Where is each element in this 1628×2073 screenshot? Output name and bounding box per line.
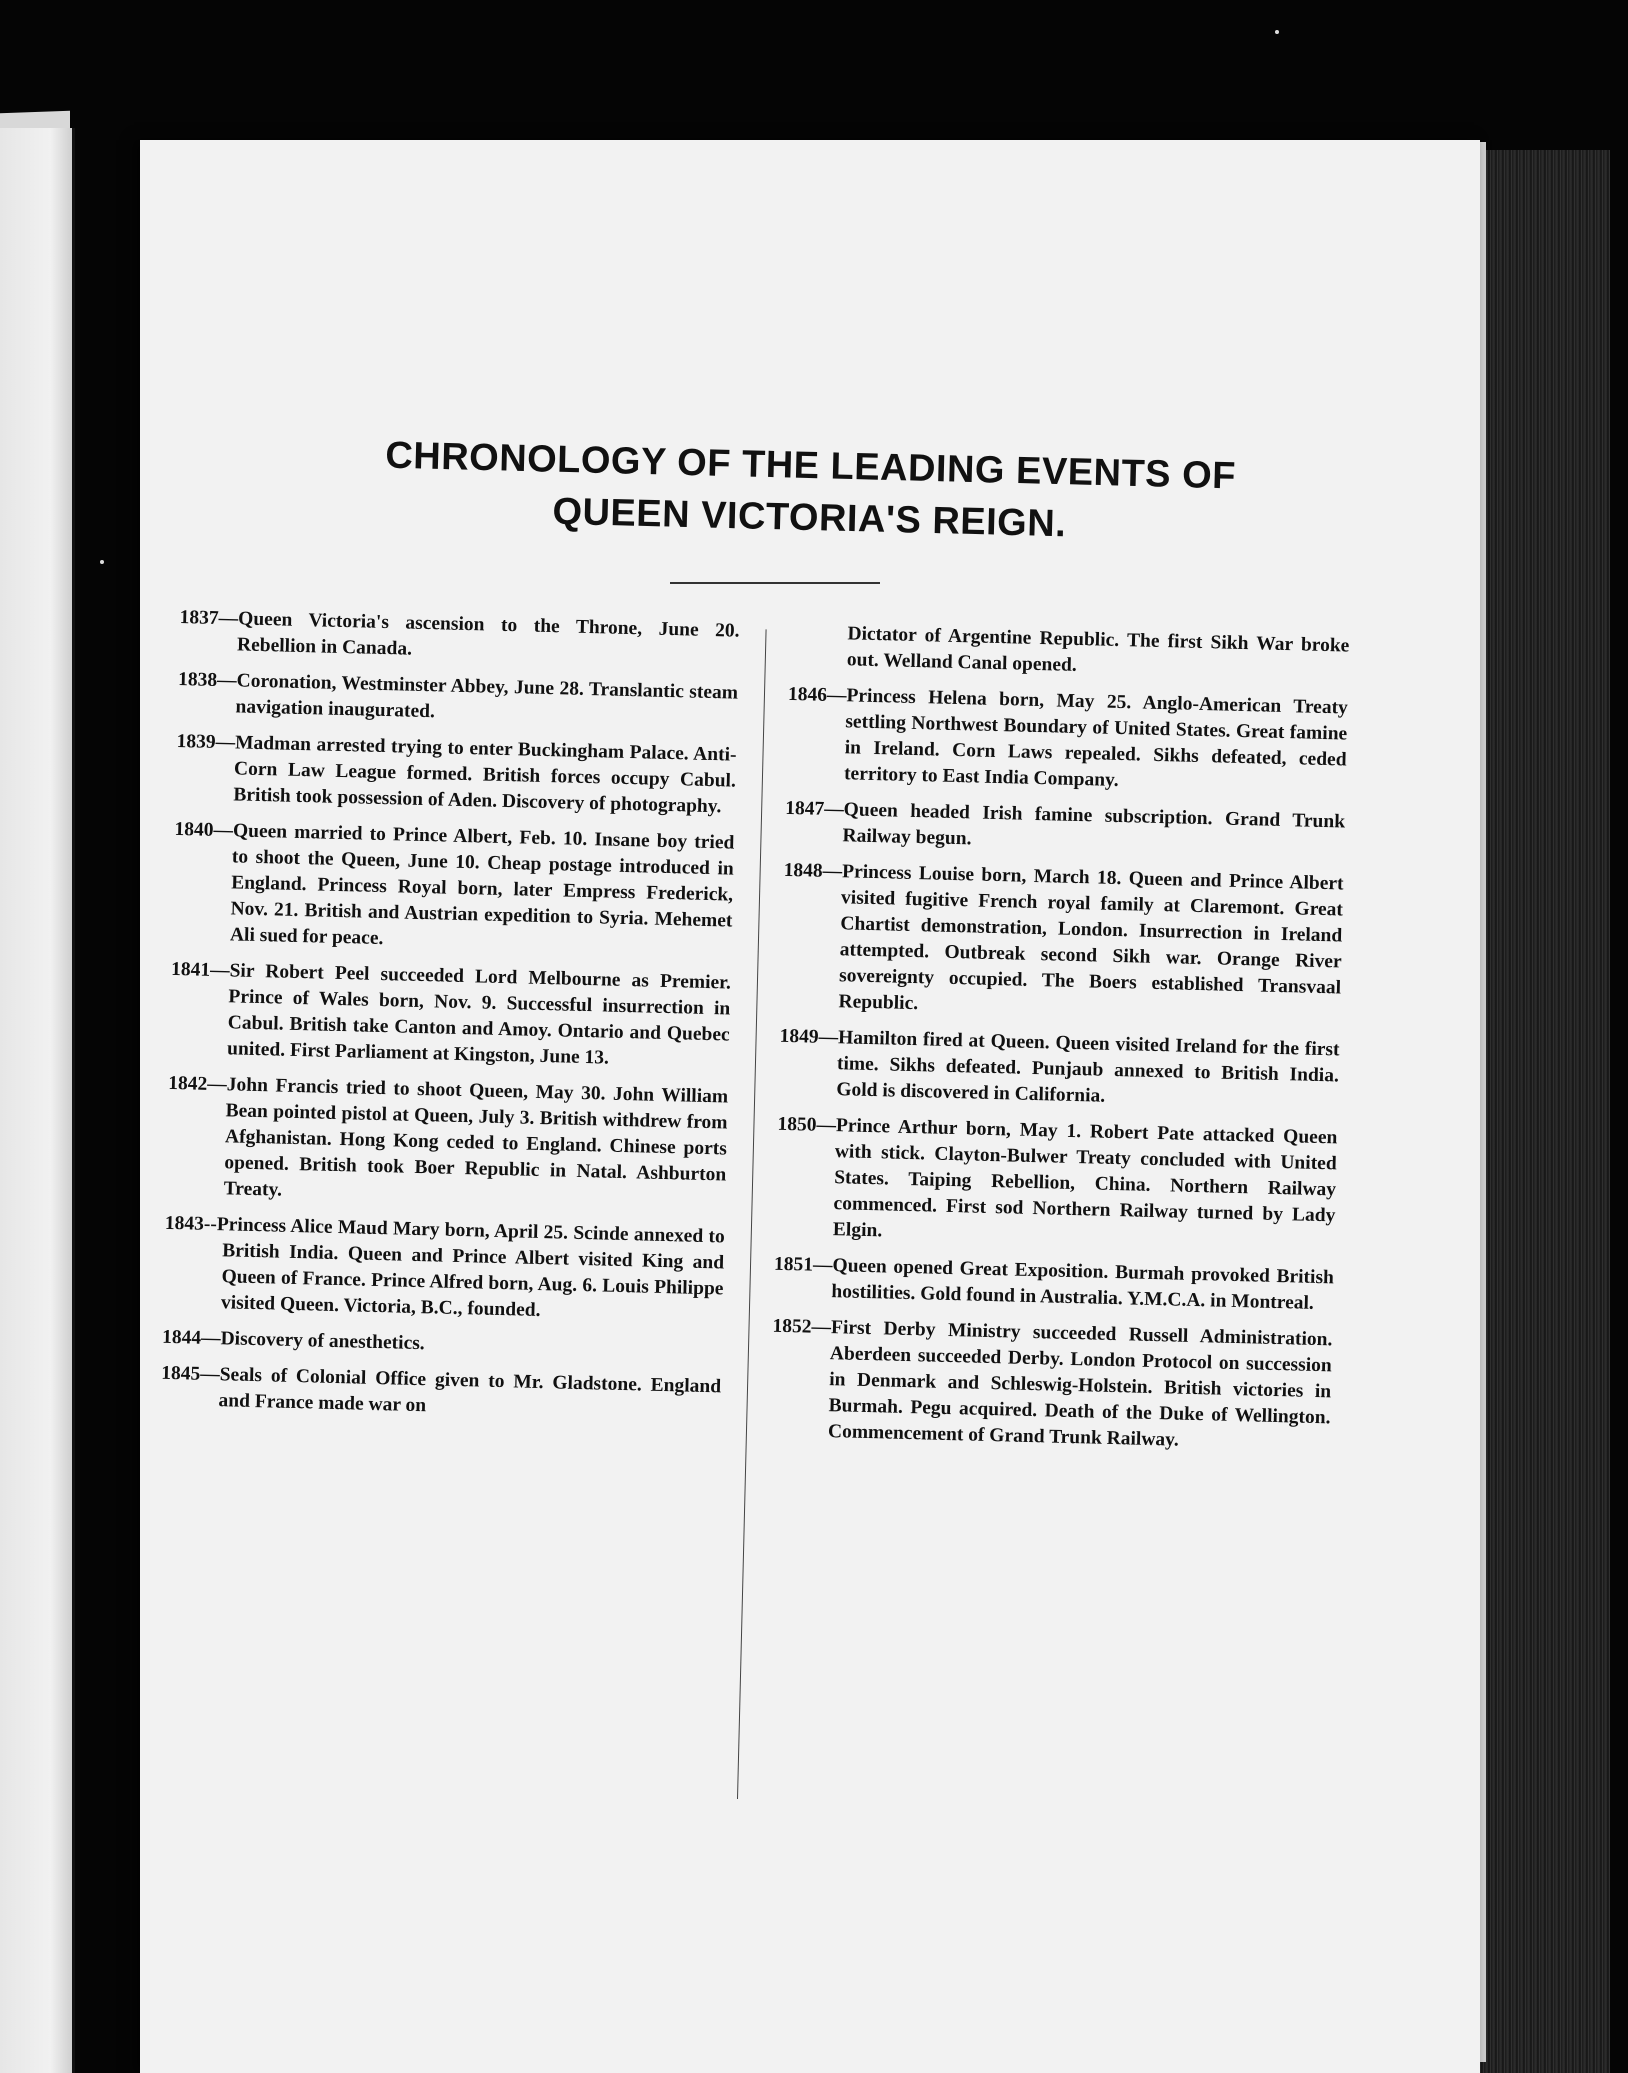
entry-text: —Queen married to Prince Albert, Feb. 10. Insane boy tried to shoot the Queen, June 10. Cheap postage introduced in England. Princess Royal born, later Empress Frederick, Nov. 21. British and Austrian expedition to Syria. Mehemet Ali sued for peace. <box>213 819 735 950</box>
entry-text: —Seals of Colonial Office given to Mr. Gladstone. England and France made war on <box>199 1363 722 1417</box>
dust-speck <box>1275 30 1279 34</box>
entry-1852 <box>770 1314 1333 1458</box>
entry-text: —Discovery of anesthetics. <box>200 1327 425 1355</box>
entry-text: —Queen Victoria's ascension to the Throne, June 20. Rebellion in Canada. <box>218 607 740 660</box>
entry-text: —Queen headed Irish famine subscription. Grand Trunk Railway begun. <box>823 798 1346 850</box>
entry-1843 <box>163 1211 725 1329</box>
entry-1845 <box>160 1361 721 1427</box>
entry-year: 1837 <box>179 606 219 629</box>
entry-1844 <box>162 1325 722 1365</box>
left-page <box>0 128 75 2073</box>
entry-year: 1850 <box>777 1113 817 1136</box>
entry-year: 1847 <box>784 797 825 820</box>
entry-text: —Madman arrested trying to enter Buckingham Palace. Anti-Corn Law League formed. British forces occupy Cabul. British took possession of Aden. Discovery of photography. <box>215 731 737 818</box>
entry-year: 1839 <box>176 730 216 753</box>
entry-year: 1838 <box>177 668 218 691</box>
entry-text: —Princess Helena born, May 25. Anglo-American Treaty settling Northwest Boundary of United States. Great famine in Ireland. Corn Laws repealed. Sikhs defeated, ceded territory to East India Company. <box>826 684 1349 791</box>
entry-1842 <box>165 1071 728 1215</box>
entry-text: —First Derby Ministry succeeded Russell Administration. Aberdeen succeeded Derby. London Protocol on succession in Denmark and Schleswig-Holstein. British victories in Burmah. Pegu acquired. Death of the Duke of Wellington. Commencement of Grand Trunk Railway. <box>811 1316 1333 1451</box>
entry-text: —Coronation, Westminster Abbey, June 28. Translantic steam navigation inaugurated. <box>216 669 739 723</box>
entry-year: 1851 <box>773 1253 814 1276</box>
entry-text: —Princess Louise born, March 18. Queen and Prince Albert visited fugitive French royal family at Claremont. Great Chartist demonstration, London. Insurrection in Ireland attempted. Outbreak second Sikh war. Orange River sovereignty occupied. The Boers established Transvaal Republic. <box>822 860 1344 1015</box>
entry-1841 <box>169 957 731 1075</box>
entry-text: --Princess Alice Maud Mary born, April 25. Scinde annexed to British India. Queen and Prince Albert visited King and Queen of France. Prince Alfred born, Aug. 6. Louis Philippe visited Queen. Victoria, B.C., founded. <box>203 1213 725 1322</box>
left-column <box>160 605 740 1436</box>
entry-year: 1852 <box>772 1315 812 1338</box>
dust-speck <box>100 560 104 564</box>
book-edge <box>1470 150 1610 2073</box>
entry-text: —Queen opened Great Exposition. Burmah provoked British hostilities. Gold found in Australia. Y.M.C.A. in Montreal. <box>812 1254 1335 1314</box>
entry-year: 1844 <box>161 1326 202 1349</box>
chronology-columns <box>148 605 1430 1965</box>
entry-text: —Sir Robert Peel succeeded Lord Melbourne as Premier. Prince of Wales born, Nov. 9. Successful insurrection in Cabul. British take Canton and Amoy. Ontario and Quebec united. First Parliament at Kingston, June 13. <box>209 959 732 1069</box>
entry-year: 1840 <box>174 818 214 841</box>
title-line-1: CHRONOLOGY OF THE LEADING EVENTS OF <box>384 434 1237 498</box>
entry-year: 1845 <box>160 1362 201 1385</box>
entry-text: —Prince Arthur born, May 1. Robert Pate attacked Queen with stick. Clayton-Bulwer Treaty concluded with United States. Taiping Rebellion, China. Northern Railway commenced. First sod Northern Railway turned by Lady Elgin. <box>816 1114 1338 1242</box>
entry-year: 1848 <box>783 859 823 882</box>
entry-year: 1846 <box>787 683 828 706</box>
entry-1840 <box>172 817 735 961</box>
entry-text: —Hamilton fired at Queen. Queen visited Ireland for the first time. Sikhs defeated. Punjaub annexed to British India. Gold is discovered in California. <box>818 1026 1340 1107</box>
entry-1851 <box>773 1252 1334 1318</box>
entry-1838 <box>177 667 738 733</box>
entry-1847 <box>784 796 1345 862</box>
entry-1848 <box>780 858 1344 1028</box>
entry-year: 1841 <box>170 958 211 981</box>
entry-1849 <box>778 1024 1340 1116</box>
title-line-2: QUEEN VICTORIA'S REIGN. <box>551 490 1067 546</box>
column-divider <box>737 629 767 1799</box>
title-rule <box>670 582 880 584</box>
right-column <box>769 620 1349 1467</box>
entry-year: 1842 <box>168 1072 208 1095</box>
entry-year: 1843 <box>164 1212 205 1235</box>
entry-text: —John Francis tried to shoot Queen, May 30. John William Bean pointed pistol at Queen, July 3. British withdrew from Afghanistan. Hong Kong ceded to England. Chinese ports opened. British took Boer Republic in Natal. Ashburton Treaty. <box>207 1073 729 1201</box>
entry-year: 1849 <box>779 1025 819 1048</box>
page-title <box>139 424 1481 561</box>
entry-1846 <box>786 682 1348 800</box>
document-page <box>140 140 1480 2073</box>
entry-1850 <box>775 1112 1338 1256</box>
entry-1839 <box>175 729 737 821</box>
entry-1845-continued: Dictator of Argentine Republic. The first Sikh War broke out. Welland Canal opened. <box>846 623 1350 676</box>
entry-1837 <box>179 605 740 671</box>
